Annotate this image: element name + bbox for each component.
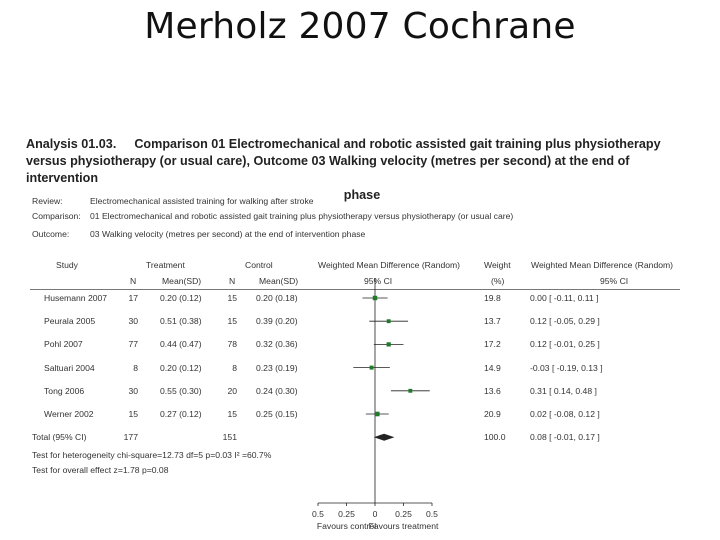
total-weight: 100.0 [484, 432, 506, 443]
col-control-msd: Mean(SD) [259, 276, 299, 286]
control-mean-sd: 0.24 (0.30) [256, 385, 298, 396]
analysis-heading-text: Comparison 01 Electromechanical and robotic assisted gait training plus physiotherapy versus physiotherapy (or usual care), Outcome 03 Walking velocity (metres per second) at the end of intervention [26, 137, 661, 185]
x-tick-label: 0.5 [312, 509, 324, 519]
treatment-n: 30 [128, 316, 138, 327]
total-label: Total (95% CI) [32, 432, 87, 443]
col-treatment: Treatment [146, 260, 185, 270]
study-ci-text: 0.12 [ -0.05, 0.29 ] [530, 316, 600, 327]
treatment-mean-sd: 0.44 (0.47) [160, 339, 202, 350]
treatment-n: 17 [128, 293, 138, 303]
study-name: Werner 2002 [44, 409, 94, 419]
meta-value: Electromechanical assisted training for walking after stroke [90, 196, 314, 206]
x-tick-label: 0.5 [426, 509, 438, 519]
total-control-n: 151 [222, 432, 237, 443]
treatment-n: 15 [128, 409, 138, 419]
effect-marker [408, 389, 412, 393]
x-tick-label: 0 [372, 509, 378, 519]
study-weight: 13.7 [484, 316, 501, 327]
study-name: Peurala 2005 [44, 316, 96, 327]
control-mean-sd: 0.23 (0.19) [256, 362, 298, 373]
study-weight: 13.6 [484, 385, 501, 396]
favours-control-label: Favours control [316, 521, 377, 531]
analysis-label: Analysis 01.03. [26, 137, 117, 151]
col-ci-right: 95% CI [600, 276, 629, 286]
col-treatment-n: N [130, 276, 137, 286]
meta-key: Review: [32, 196, 63, 206]
col-treatment-msd: Mean(SD) [162, 276, 202, 286]
control-n: 15 [227, 293, 237, 303]
treatment-n: 8 [133, 362, 138, 373]
analysis-heading-last: phase [343, 188, 381, 202]
treatment-mean-sd: 0.51 (0.38) [160, 316, 202, 327]
control-mean-sd: 0.25 (0.15) [256, 409, 298, 419]
col-weight-unit: (%) [491, 276, 505, 286]
treatment-n: 77 [128, 339, 138, 350]
effect-marker [387, 319, 391, 323]
study-ci-text: 0.12 [ -0.01, 0.25 ] [530, 339, 600, 350]
meta-value: 03 Walking velocity (metres per second) at the end of intervention phase [90, 229, 366, 239]
total-ci-text: 0.08 [ -0.01, 0.17 ] [530, 432, 600, 443]
x-tick-label: 0.25 [338, 509, 355, 519]
study-weight: 14.9 [484, 362, 501, 373]
col-study: Study [56, 260, 78, 270]
meta-value: 01 Electromechanical and robotic assisted gait training plus physiotherapy versus physiotherapy (or usual care) [90, 211, 514, 221]
control-n: 20 [227, 385, 237, 396]
control-n: 15 [227, 316, 237, 327]
study-name: Husemann 2007 [44, 293, 108, 303]
study-weight: 20.9 [484, 409, 501, 419]
favours-treatment-label: Favours treatment [368, 521, 439, 531]
total-treatment-n: 177 [123, 432, 138, 443]
meta-key: Outcome: [32, 229, 70, 239]
control-mean-sd: 0.20 (0.18) [256, 293, 298, 303]
control-n: 8 [232, 362, 237, 373]
effect-marker [387, 342, 391, 346]
overall-effect-test: Test for overall effect z=1.78 p=0.08 [32, 465, 169, 475]
study-name: Tong 2006 [44, 385, 85, 396]
study-name: Pohl 2007 [44, 339, 83, 350]
col-ci: 95% CI [364, 276, 393, 286]
x-tick-label: 0.25 [395, 509, 412, 519]
study-ci-text: 0.02 [ -0.08, 0.12 ] [530, 409, 600, 419]
meta-key: Comparison: [32, 211, 81, 221]
slide-title: Merholz 2007 Cochrane [144, 6, 576, 47]
heterogeneity-test: Test for heterogeneity chi-square=12.73 df=5 p=0.03 I² =60.7% [32, 450, 272, 460]
col-weight: Weight [484, 260, 511, 270]
control-mean-sd: 0.39 (0.20) [256, 316, 298, 327]
effect-marker [375, 412, 380, 417]
effect-marker [373, 296, 377, 300]
study-weight: 17.2 [484, 339, 501, 350]
study-ci-text: 0.31 [ 0.14, 0.48 ] [530, 385, 597, 396]
col-control-n: N [229, 276, 236, 286]
effect-marker [370, 366, 374, 370]
treatment-mean-sd: 0.27 (0.12) [160, 409, 202, 419]
control-n: 78 [227, 339, 237, 350]
study-name: Saltuari 2004 [44, 362, 95, 373]
study-weight: 19.8 [484, 293, 501, 303]
col-wmd-right: Weighted Mean Difference (Random) [531, 260, 674, 270]
study-ci-text: 0.00 [ -0.11, 0.11 ] [530, 293, 599, 303]
col-wmd: Weighted Mean Difference (Random) [318, 260, 461, 270]
control-mean-sd: 0.32 (0.36) [256, 339, 298, 350]
pooled-diamond [374, 434, 395, 441]
col-control: Control [245, 260, 273, 270]
treatment-mean-sd: 0.20 (0.12) [160, 362, 202, 373]
treatment-n: 30 [128, 385, 138, 396]
treatment-mean-sd: 0.20 (0.12) [160, 293, 202, 303]
treatment-mean-sd: 0.55 (0.30) [160, 385, 202, 396]
study-ci-text: -0.03 [ -0.19, 0.13 ] [530, 362, 603, 373]
control-n: 15 [227, 409, 237, 419]
